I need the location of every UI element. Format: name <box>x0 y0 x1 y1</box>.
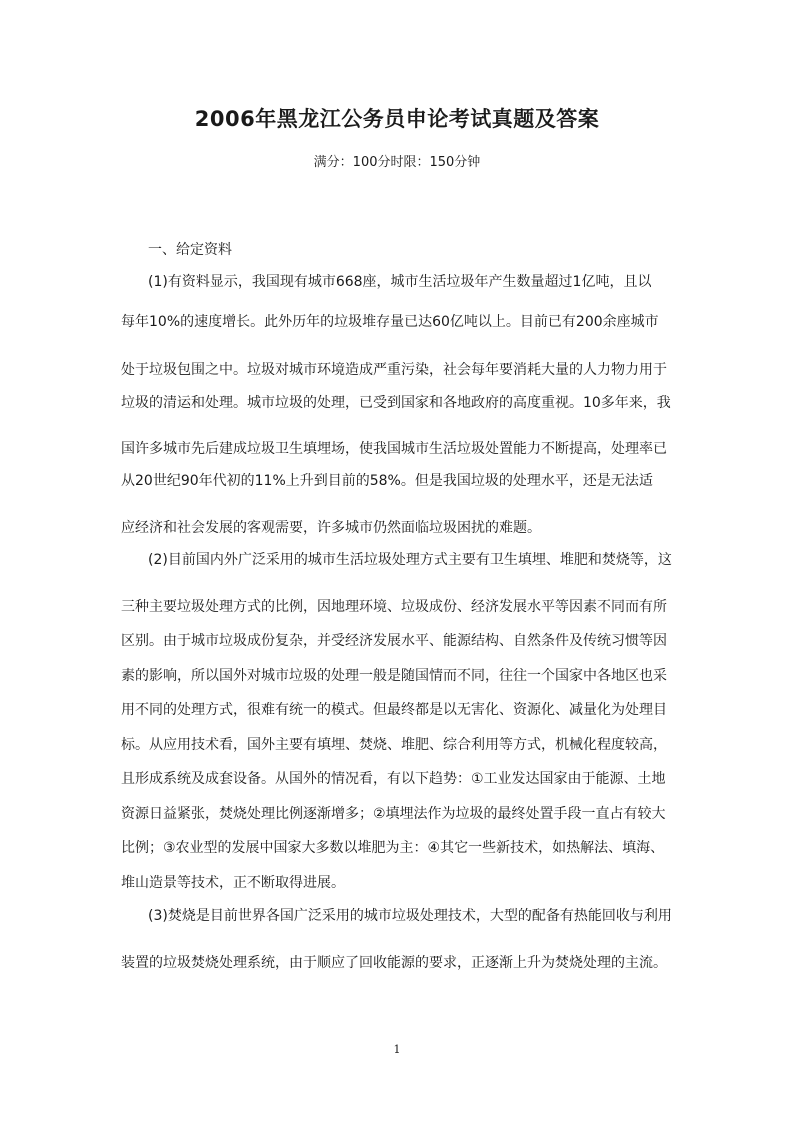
paragraph-line: 素的影响，所以国外对城市垃圾的处理一般是随国情而不同，往往一个国家中各地区也采 <box>121 668 667 684</box>
paragraph-line: 国许多城市先后建成垃圾卫生填埋场，使我国城市生活垃圾处置能力不断提高，处理率已 <box>121 441 667 457</box>
paragraph-line: 装置的垃圾焚烧处理系统，由于顺应了回收能源的要求，正逐渐上升为焚烧处理的主流。 <box>121 955 667 971</box>
paragraph-line: 每年10%的速度增长。此外历年的垃圾堆存量已达60亿吨以上。目前已有200余座城市 <box>121 314 659 330</box>
paragraph-line: 标。从应用技术看，国外主要有填埋、焚烧、堆肥、综合利用等方式，机械化程度较高， <box>121 737 667 753</box>
paragraph-line: (2)目前国内外广泛采用的城市生活垃圾处理方式主要有卫生填埋、堆肥和焚烧等，这 <box>148 552 672 568</box>
exam-info: 满分：100分时限：150分钟 <box>313 155 481 170</box>
paragraph-line: 用不同的处理方式，很难有统一的模式。但最终都是以无害化、资源化、减量化为处理目 <box>121 702 667 718</box>
paragraph-line: 处于垃圾包围之中。垃圾对城市环境造成严重污染，社会每年要消耗大量的人力物力用于 <box>121 362 667 378</box>
document-title: 2006年黑龙江公务员申论考试真题及答案 <box>194 107 600 131</box>
page-number: 1 <box>393 1043 401 1056</box>
paragraph-line: 资源日益紧张，焚烧处理比例逐渐增多；②填埋法作为垃圾的最终处置手段一直占有较大 <box>121 806 666 822</box>
paragraph-line: (3)焚烧是目前世界各国广泛采用的城市垃圾处理技术，大型的配备有热能回收与利用 <box>148 908 672 924</box>
paragraph-line: 从20世纪90年代初的11%上升到目前的58%。但是我国垃圾的处理水平，还是无法适 <box>121 473 653 489</box>
paragraph-line: 三种主要垃圾处理方式的比例，因地理环境、垃圾成份、经济发展水平等因素不同而有所 <box>121 599 667 615</box>
paragraph-line: (1)有资料显示，我国现有城市668座，城市生活垃圾年产生数量超过1亿吨，且以 <box>148 274 652 290</box>
paragraph-line: 且形成系统及成套设备。从国外的情况看，有以下趋势：①工业发达国家由于能源、土地 <box>121 771 666 787</box>
paragraph-line: 比例；③农业型的发展中国家大多数以堆肥为主：④其它一些新技术，如热解法、填海、 <box>121 840 665 856</box>
section-heading: 一、给定资料 <box>148 242 232 258</box>
paragraph-line: 应经济和社会发展的客观需要，许多城市仍然面临垃圾困扰的难题。 <box>121 520 541 536</box>
paragraph-line: 垃圾的清运和处理。城市垃圾的处理，已受到国家和各地政府的高度重视。10多年来，我 <box>121 395 671 411</box>
paragraph-line: 区别。由于城市垃圾成份复杂，并受经济发展水平、能源结构、自然条件及传统习惯等因 <box>121 633 667 649</box>
paragraph-line: 堆山造景等技术，正不断取得进展。 <box>121 875 345 891</box>
